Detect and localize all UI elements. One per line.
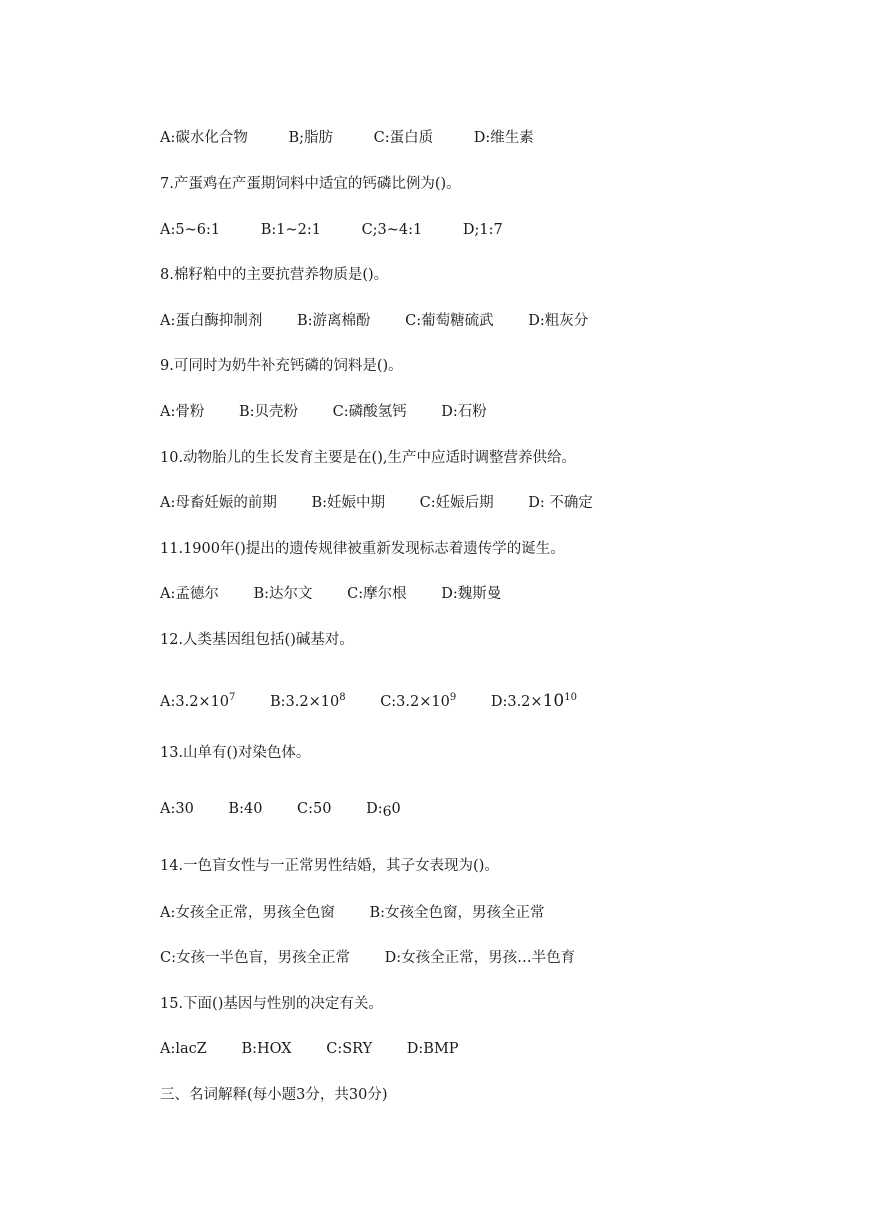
option-c: C:女孩一半色盲，男孩全正常 <box>160 950 350 966</box>
options-row-7 <box>160 220 503 240</box>
option-b <box>270 688 346 712</box>
option-b: B:1~2:1 <box>260 222 321 238</box>
question-9: 9.可同时为奶牛补充钙磷的饲料是()。 <box>160 358 403 374</box>
option-c: C:磷酸氢钙 <box>332 404 407 420</box>
option-a: A:骨粉 <box>160 404 205 420</box>
options-row-9 <box>160 402 487 422</box>
question-13: 13.山单有()对染色体。 <box>160 745 311 761</box>
option-d-text: D:3.2× <box>490 694 543 710</box>
option-c-exponent: 9 <box>449 692 457 703</box>
option-d-base: 10 <box>542 691 565 711</box>
options-row-13 <box>160 799 401 822</box>
option-d: D:石粉 <box>441 404 487 420</box>
question-15: 15.下面()基因与性别的决定有关。 <box>160 996 383 1012</box>
question-8: 8.棉籽粕中的主要抗营养物质是()。 <box>160 267 389 283</box>
option-d-exponent: 10 <box>564 692 577 703</box>
options-row-15 <box>160 1039 459 1059</box>
option-b: B:游离棉酚 <box>296 313 371 329</box>
option-d-text: D: <box>366 801 383 817</box>
option-d: D:粗灰分 <box>528 313 589 329</box>
option-a: A:女孩全正常，男孩全色窗 <box>160 905 335 921</box>
question-14: 14.一色盲女性与一正常男性结婚，其子女表现为()。 <box>160 858 499 874</box>
option-d: D;1:7 <box>462 222 503 238</box>
question-12: 12.人类基因组包括()碱基对。 <box>160 632 354 648</box>
options-row-12 <box>160 688 577 712</box>
option-b: B:40 <box>228 801 263 817</box>
option-d: D: 不确定 <box>528 495 593 511</box>
option-a: A:蛋白酶抑制剂 <box>160 313 263 329</box>
option-d <box>491 688 577 712</box>
option-a: A:母畜妊娠的前期 <box>160 495 277 511</box>
option-a: A:30 <box>160 801 194 817</box>
option-c: C:摩尔根 <box>347 586 407 602</box>
question-7: 7.产蛋鸡在产蛋期饲料中适宜的钙磷比例为()。 <box>160 176 461 192</box>
option-d: D:维生素 <box>473 130 534 146</box>
option-b: B:HOX <box>241 1041 292 1057</box>
option-c-text: C:3.2×10 <box>380 694 450 710</box>
option-a: A:5~6:1 <box>160 222 221 238</box>
option-a-text: A:3.2×10 <box>160 694 230 710</box>
option-b-text: B:3.2×10 <box>270 694 340 710</box>
option-b: B:贝壳粉 <box>238 404 299 420</box>
section-heading: 三、名词解释(每小题3分，共30分) <box>160 1087 388 1103</box>
option-b: B;脂肪 <box>288 130 334 146</box>
option-c: C:葡萄糖硫武 <box>405 313 494 329</box>
option-b: B:妊娠中期 <box>311 495 386 511</box>
options-row-10 <box>160 493 593 513</box>
option-c: C:SRY <box>326 1041 373 1057</box>
option-d: D:女孩全正常，男孩…半色育 <box>384 950 576 966</box>
question-11: 11.1900年()提出的遗传规律被重新发现标志着遗传学的诞生。 <box>160 541 565 557</box>
option-a: A:碳水化合物 <box>160 130 248 146</box>
option-a: A:孟德尔 <box>160 586 219 602</box>
options-row-14b <box>160 948 575 968</box>
options-row-8 <box>160 311 588 331</box>
option-c: C:妊娠后期 <box>419 495 494 511</box>
option-b-exponent: 8 <box>339 692 346 703</box>
option-c: C;3~4:1 <box>361 222 423 238</box>
question-10: 10.动物胎儿的生长发育主要是在(),生产中应适时调整营养供给。 <box>160 450 576 466</box>
option-a <box>160 688 235 712</box>
option-d <box>366 799 401 822</box>
option-b: B:女孩全色窗，男孩全正常 <box>369 905 545 921</box>
options-row-11 <box>160 584 501 604</box>
option-d-digit-low: 6 <box>382 804 392 820</box>
option-c: C:50 <box>297 801 332 817</box>
options-row-6 <box>160 128 534 148</box>
option-c <box>380 688 456 712</box>
option-d-digit: 0 <box>391 801 401 817</box>
option-a: A:lacZ <box>160 1041 207 1057</box>
option-d: D:BMP <box>406 1041 459 1057</box>
options-row-14a <box>160 903 545 923</box>
option-c: C:蛋白质 <box>373 130 434 146</box>
option-d: D:魏斯曼 <box>441 586 502 602</box>
option-b: B:达尔文 <box>253 586 313 602</box>
option-a-exponent: 7 <box>229 692 236 703</box>
